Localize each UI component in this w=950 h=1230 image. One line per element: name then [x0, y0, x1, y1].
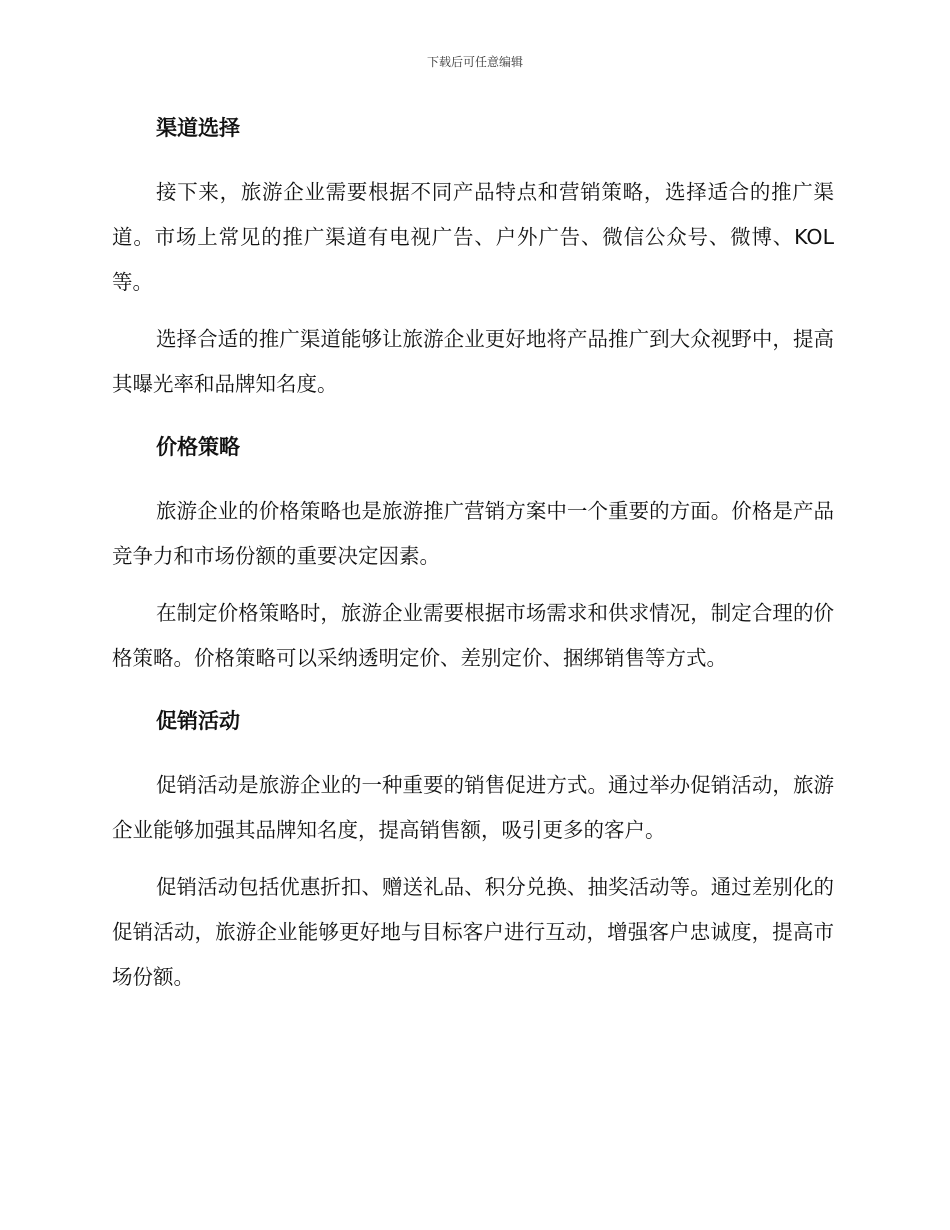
- paragraph: 选择合适的推广渠道能够让旅游企业更好地将产品推广到大众视野中，提高其曝光率和品牌知名度。: [112, 327, 834, 396]
- section-pricing-strategy: [112, 431, 834, 681]
- paragraph: 在制定价格策略时，旅游企业需要根据市场需求和供求情况，制定合理的价格策略。价格策略可以采纳透明定价、差别定价、捆绑销售等方式。: [112, 601, 834, 670]
- paragraph: 促销活动是旅游企业的一种重要的销售促进方式。通过举办促销活动，旅游企业能够加强其品牌知名度，提高销售额，吸引更多的客户。: [112, 773, 834, 842]
- paragraph: 接下来，旅游企业需要根据不同产品特点和营销策略，选择适合的推广渠道。市场上常见的推广渠道有电视广告、户外广告、微信公众号、微博、KOL 等。: [112, 180, 834, 294]
- paragraph: 促销活动包括优惠折扣、赠送礼品、积分兑换、抽奖活动等。通过差别化的促销活动，旅游企业能够更好地与目标客户进行互动，增强客户忠诚度，提高市场份额。: [112, 875, 834, 989]
- section-channel-selection: [112, 112, 834, 407]
- section-heading: 促销活动: [156, 709, 240, 733]
- section-heading: 渠道选择: [156, 116, 240, 140]
- section-promotions: [112, 705, 834, 1000]
- document-body: [112, 112, 834, 1024]
- page-header-note: 下载后可任意编辑: [426, 55, 523, 69]
- section-heading: 价格策略: [156, 435, 240, 459]
- paragraph: 旅游企业的价格策略也是旅游推广营销方案中一个重要的方面。价格是产品竞争力和市场份额的重要决定因素。: [112, 499, 834, 568]
